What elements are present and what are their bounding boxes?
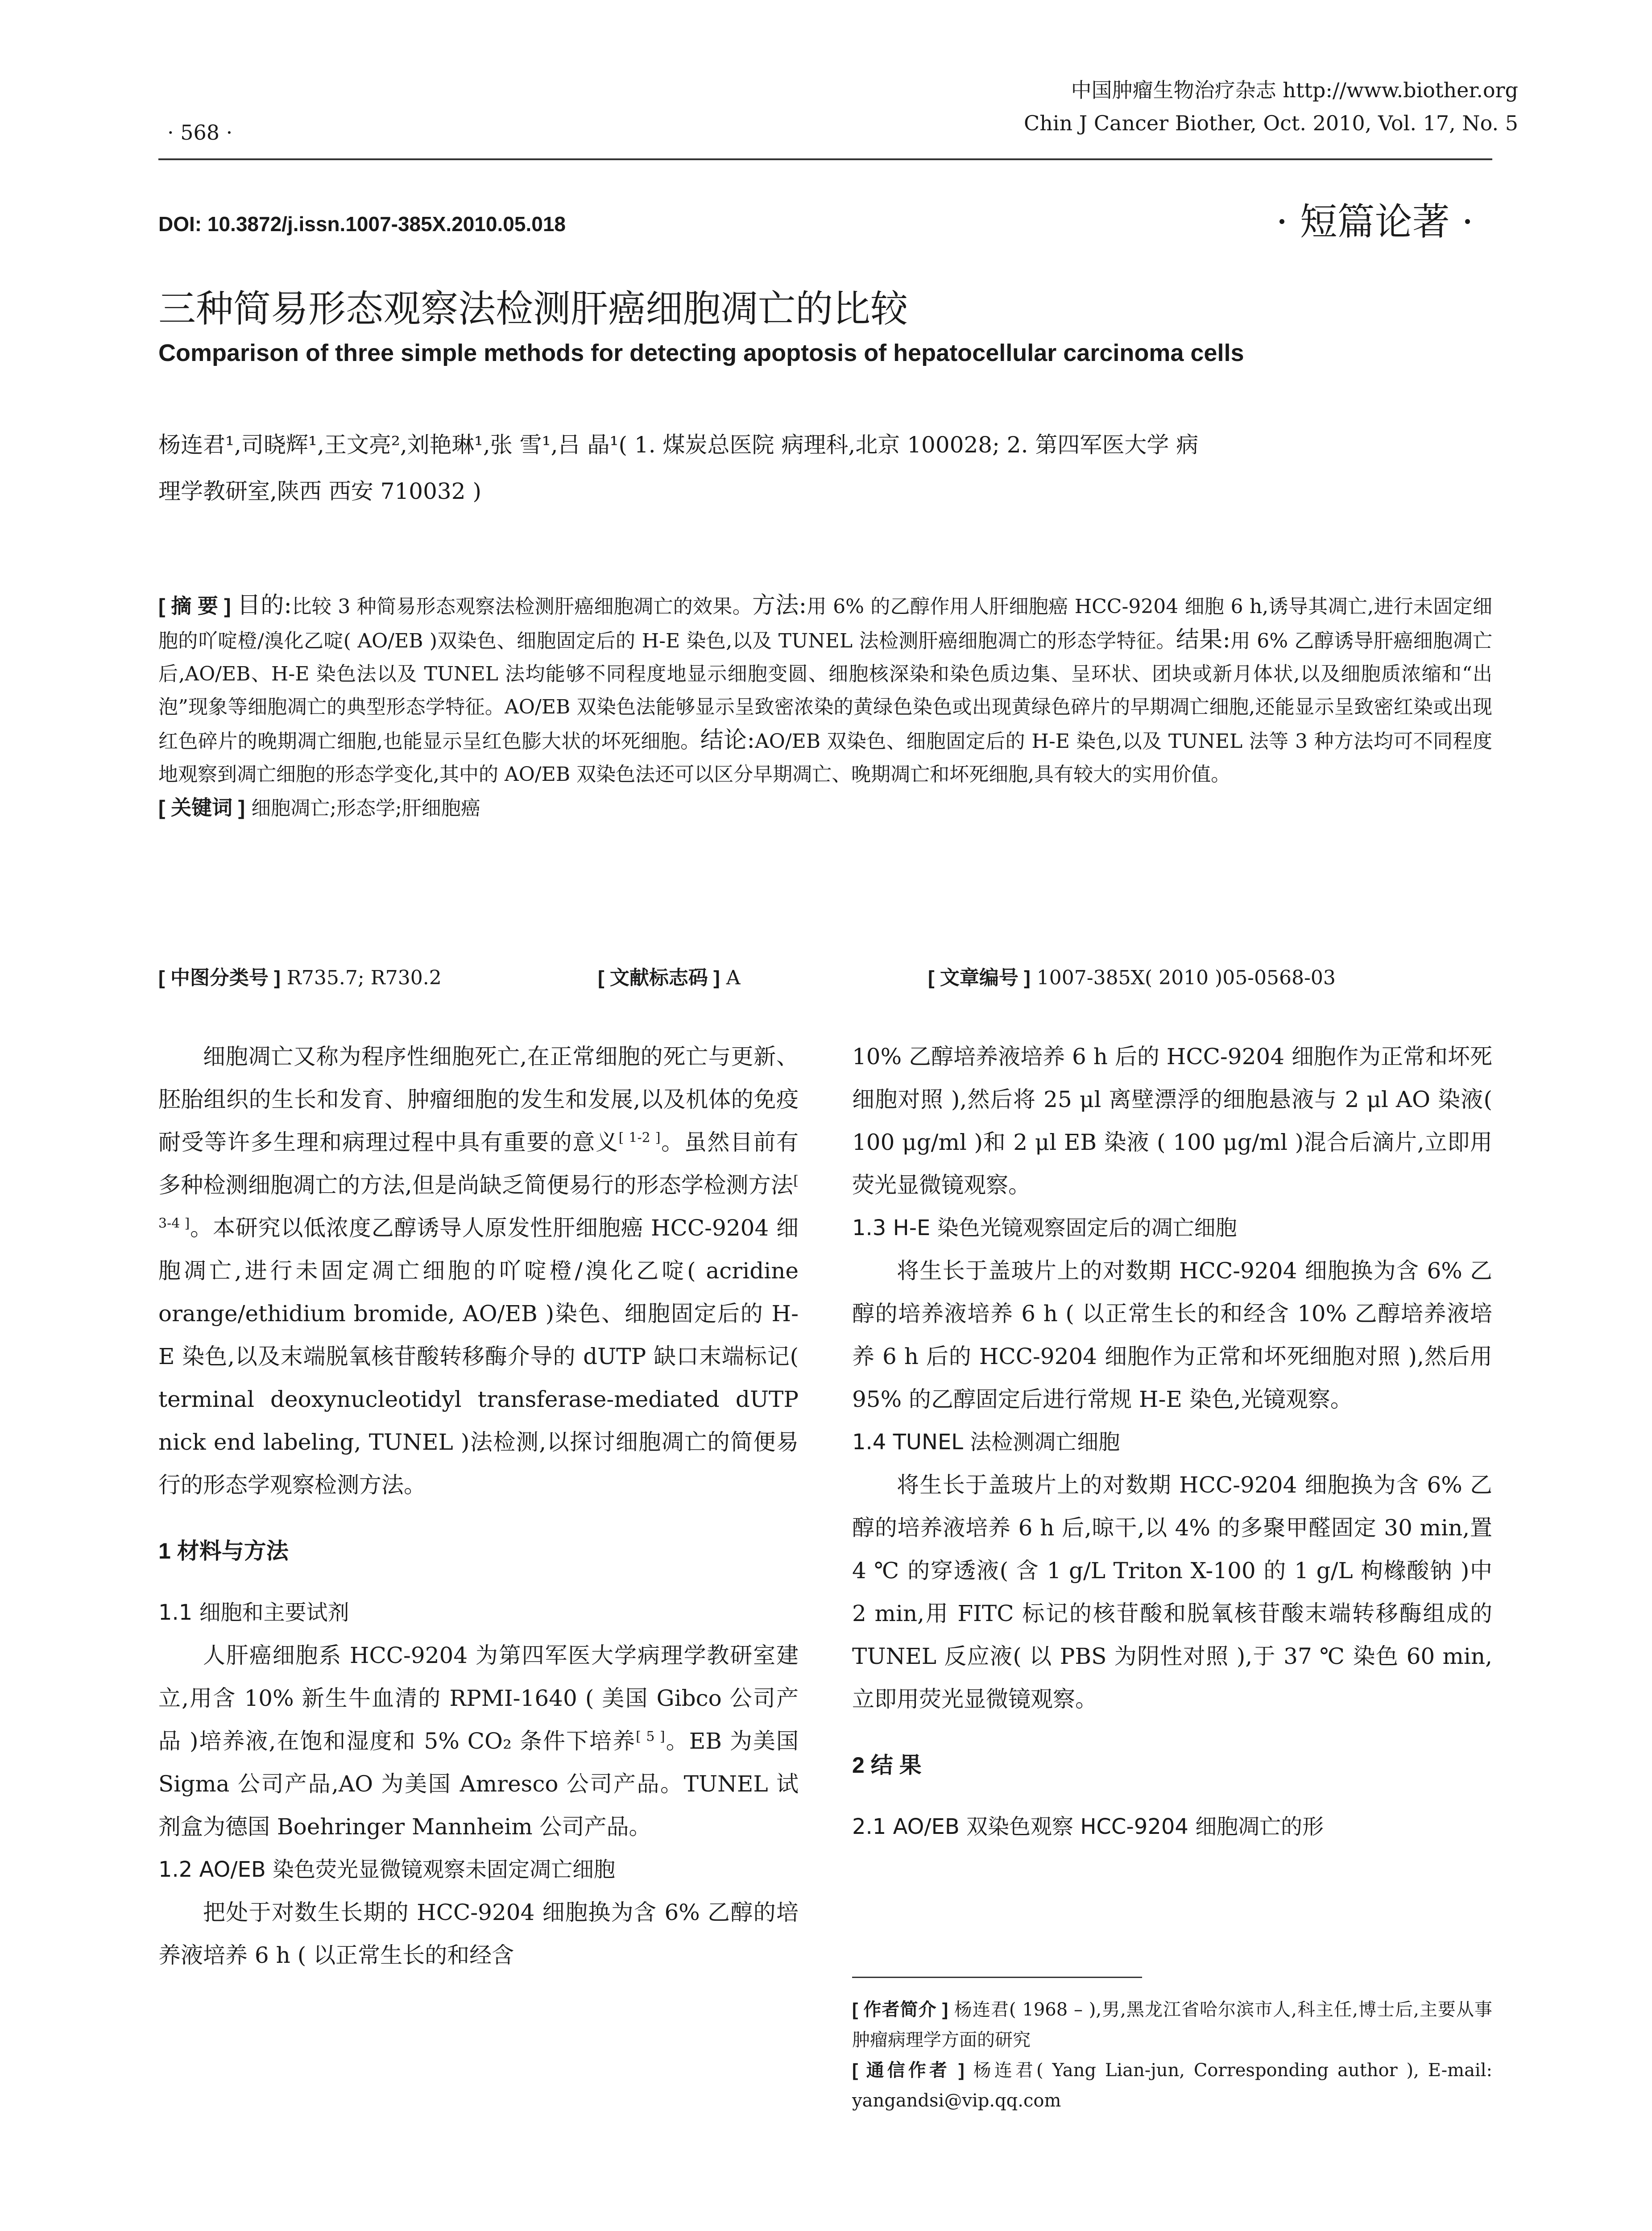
subsection-heading-1-1: 1.1 细胞和主要试剂	[158, 1600, 349, 1625]
intro-paragraph	[158, 1035, 799, 1506]
running-header	[1024, 74, 1518, 140]
keywords: 细胞凋亡;形态学;肝细胞癌	[251, 797, 480, 820]
paragraph-1-3: 将生长于盖玻片上的对数期 HCC-9204 细胞换为含 6% 乙醇的培养液培养 6 h ( 以正常生长的和经含 10% 乙醇培养液培养 6 h 后的 HCC-9204 细胞作为正常和坏死细胞对照 ),然后用 95% 的乙醇固定后进行常规 H-E 染色,光镜观察。	[852, 1258, 1492, 1412]
authors-line-1: 杨连君¹,司晓辉¹,王文亮²,刘艳琳¹,张 雪¹,吕 晶¹( 1. 煤炭总医院 病理科,北京 100028; 2. 第四军医大学 病	[158, 432, 1199, 458]
citation-2: [ 3-4 ]	[158, 1173, 799, 1232]
section-heading-1: 1 材料与方法	[158, 1538, 289, 1563]
paragraph-1-2: 把处于对数生长期的 HCC-9204 细胞换为含 6% 乙醇的培养液培养 6 h ( 以正常生长的和经含	[158, 1899, 799, 1968]
abstract-label: [ 摘 要 ]	[158, 594, 231, 618]
paragraph-1-2-cont: 10% 乙醇培养液培养 6 h 后的 HCC-9204 细胞作为正常和坏死细胞对照 ),然后将 25 μl 离壁漂浮的细胞悬液与 2 μl AO 染液( 100 μg/ml )和 2 μl EB 染液 ( 100 μg/ml )混合后滴片,立即用荧光显微镜观察。	[852, 1044, 1492, 1198]
subsection-heading-1-4: 1.4 TUNEL 法检测凋亡细胞	[852, 1430, 1120, 1455]
subsection-heading-1-3: 1.3 H-E 染色光镜观察固定后的凋亡细胞	[852, 1215, 1237, 1240]
authors-affiliations	[158, 422, 1492, 514]
conclusion-text: AO/EB 双染色、细胞固定后的 H-E 染色,以及 TUNEL 法等 3 种方法均可不同程度地观察到凋亡细胞的形态学变化,其中的 AO/EB 双染色法还可以区分早期凋亡、晚期凋亡和坏死细胞,具有较大的实用价值。	[158, 730, 1492, 786]
clc-value: R735.7; R730.2	[286, 966, 442, 989]
paragraph-1-1	[158, 1634, 799, 1848]
method-key: 方法:	[752, 592, 807, 619]
result-text: 用 6% 乙醇诱导肝癌细胞凋亡后,AO/EB、H-E 染色法以及 TUNEL 法均能够不同程度地显示细胞变圆、细胞核深染和染色质边集、呈环状、团块或新月体状,以及细胞质浓缩和“出泡”现象等细胞凋亡的典型形态学特征。AO/EB 双染色法能够显示呈致密浓染的黄绿色染色或出现黄绿色碎片的早期凋亡细胞,还能显示呈致密红染或出现红色碎片的晚期凋亡细胞,也能显示呈红色膨大状的坏死细胞。	[158, 630, 1492, 753]
intro-text-a: 细胞凋亡又称为程序性细胞死亡,在正常细胞的死亡与更新、胚胎组织的生长和发育、肿瘤细胞的发生和发展,以及机体的免疫耐受等许多生理和病理过程中具有重要的意义	[158, 1044, 799, 1155]
page-number: · 568 ·	[167, 120, 233, 145]
intro-text-c: 。本研究以低浓度乙醇诱导人原发性肝细胞癌 HCC-9204 细胞凋亡,进行未固定凋亡细胞的吖啶橙/溴化乙啶( acridine orange/ethidium bromide, AO/EB )染色、细胞固定后的 H-E 染色,以及末端脱氧核苷酸转移酶介导的 dUTP 缺口末端标记( terminal deoxynucleotidyl transferase-mediated dUTP nick end labeling, TUNEL )法检测,以探讨细胞凋亡的简便易行的形态学观察检测方法。	[158, 1215, 799, 1498]
author-bio-text: 杨连君( 1968 – ),男,黑龙江省哈尔滨市人,科主任,博士后,主要从事肿瘤病理学方面的研究	[852, 1999, 1492, 2050]
corresponding-author	[852, 2055, 1492, 2116]
corresponding-text: 杨连君( Yang Lian-jun, Corresponding author ), E-mail: yangandsi@vip.qq.com	[852, 2060, 1492, 2111]
para-1-1-text-a: 人肝癌细胞系 HCC-9204 为第四军医大学病理学教研室建立,用含 10% 新生牛血清的 RPMI-1640 ( 美国 Gibco 公司产品 )培养液,在饱和湿度和 5% CO₂ 条件下培养	[158, 1642, 799, 1754]
doc-code-value: A	[726, 966, 741, 989]
clc-field	[158, 962, 442, 990]
corresponding-label: [ 通信作者 ]	[852, 2061, 965, 2080]
title-en: Comparison of three simple methods for detecting apoptosis of hepatocellular carcinoma cells	[158, 340, 1244, 366]
clc-label: [ 中图分类号 ]	[158, 967, 281, 989]
doc-code-label: [ 文献标志码 ]	[598, 967, 720, 989]
article-no-label: [ 文章编号 ]	[928, 967, 1031, 989]
authors-line-2: 理学教研室,陕西 西安 710032 )	[158, 478, 481, 504]
keywords-row	[158, 791, 1492, 825]
abstract	[158, 589, 1492, 825]
paragraph-1-4: 将生长于盖玻片上的对数期 HCC-9204 细胞换为含 6% 乙醇的培养液培养 6 h 后,晾干,以 4% 的多聚甲醛固定 30 min,置 4 ℃ 的穿透液( 含 1 g/L Triton X-100 的 1 g/L 枸橼酸钠 )中 2 min,用 FITC 标记的核苷酸和脱氧核苷酸末端转移酶组成的 TUNEL 反应液( 以 PBS 为阴性对照 ),于 37 ℃ 染色 60 min,立即用荧光显微镜观察。	[852, 1472, 1492, 1712]
subsection-heading-1-2: 1.2 AO/EB 染色荧光显微镜观察未固定凋亡细胞	[158, 1857, 616, 1882]
keywords-label: [ 关键词 ]	[158, 796, 245, 819]
objective-key: 目的:	[237, 592, 292, 619]
footnote	[852, 1995, 1492, 2116]
conclusion-key: 结论:	[700, 727, 755, 754]
header-rule	[158, 158, 1492, 160]
citation-line: Chin J Cancer Biother, Oct. 2010, Vol. 17, No. 5	[1024, 111, 1518, 135]
title-cn: 三种简易形态观察法检测肝癌细胞凋亡的比较	[158, 287, 908, 331]
citation-3: [ 5 ]	[636, 1729, 665, 1745]
section-heading-2: 2 结 果	[852, 1753, 922, 1778]
subsection-heading-2-1: 2.1 AO/EB 双染色观察 HCC-9204 细胞凋亡的形	[852, 1814, 1324, 1839]
body-column-right	[852, 1035, 1492, 1848]
doi: DOI: 10.3872/j.issn.1007-385X.2010.05.018	[158, 212, 566, 236]
journal-line: 中国肿瘤生物治疗杂志 http://www.biother.org	[1071, 78, 1518, 102]
doc-code-field	[598, 962, 741, 990]
result-key: 结果:	[1176, 626, 1231, 653]
citation-1: [ 1-2 ]	[618, 1130, 661, 1146]
abstract-body	[158, 589, 1492, 791]
objective-text: 比较 3 种简易形态观察法检测肝癌细胞凋亡的效果。	[292, 595, 753, 618]
author-bio	[852, 1995, 1492, 2055]
method-text: 用 6% 的乙醇作用人肝细胞癌 HCC-9204 细胞 6 h,诱导其凋亡,进行未固定细胞的吖啶橙/溴化乙啶( AO/EB )双染色、细胞固定后的 H-E 染色,以及 TUNEL 法检测肝癌细胞凋亡的形态学特征。	[158, 595, 1492, 652]
author-bio-label: [ 作者简介 ]	[852, 2000, 948, 2020]
footnote-rule	[852, 1977, 1142, 1978]
para-1-1-text-b: 。EB 为美国 Sigma 公司产品,AO 为美国 Amresco 公司产品。TUNEL 试剂盒为德国 Boehringer Mannheim 公司产品。	[158, 1728, 799, 1840]
article-no-value: 1007-385X( 2010 )05-0568-03	[1036, 966, 1336, 989]
intro-text-b: 。虽然目前有多种检测细胞凋亡的方法,但是尚缺乏简便易行的形态学检测方法	[158, 1129, 799, 1198]
column-tag: · 短篇论著 ·	[1276, 200, 1474, 244]
body-column-left	[158, 1035, 799, 1977]
article-no-field	[928, 962, 1336, 990]
